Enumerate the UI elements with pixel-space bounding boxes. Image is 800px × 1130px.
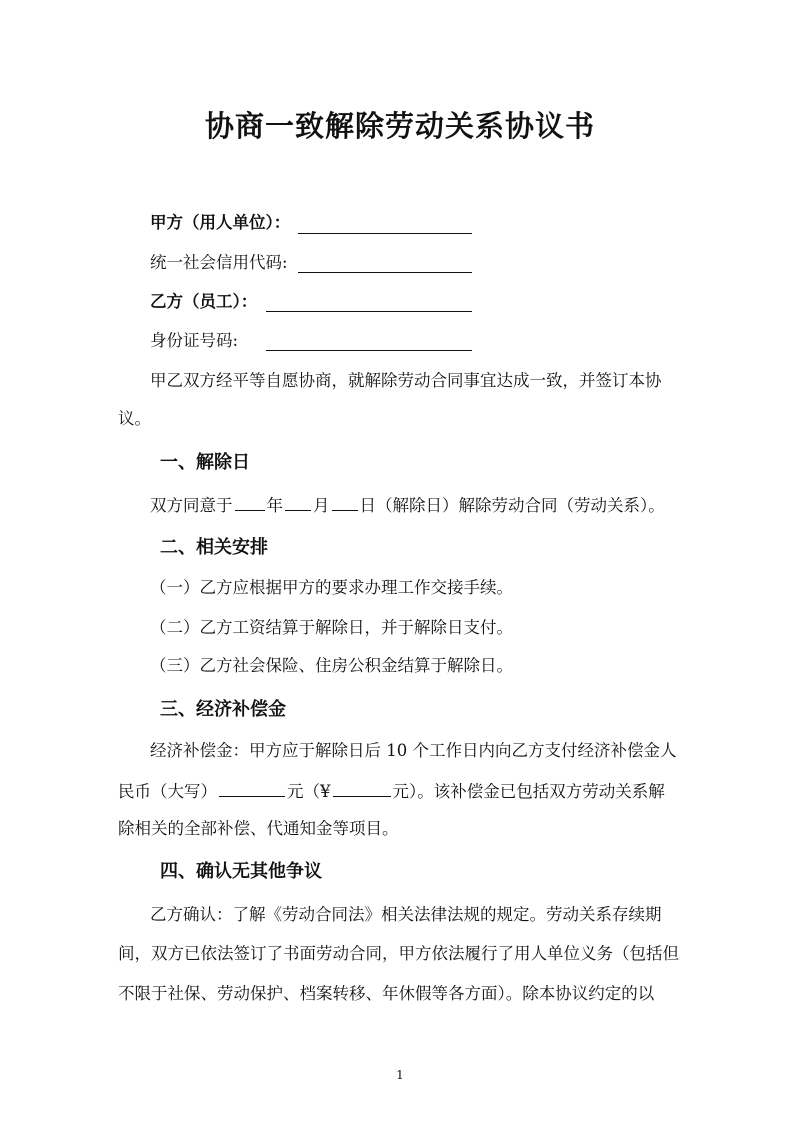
- section-4-line-3: 不限于社保、劳动保护、档案转移、年休假等各方面）。除本协议约定的以: [118, 984, 655, 1003]
- section-1-text-part-4: 日（解除日）解除劳动合同（劳动关系）。: [359, 496, 665, 515]
- section-2-item-1: （一）乙方应根据甲方的要求办理工作交接手续。: [150, 578, 513, 597]
- party-b-field: [150, 291, 257, 313]
- intro-line-1: 甲乙双方经平等自愿协商，就解除劳动合同事宜达成一致，并签订本协: [150, 371, 662, 390]
- page-number: 1: [396, 1068, 404, 1082]
- section-1-heading: 一、解除日: [160, 452, 250, 473]
- section-3-line-2: [118, 780, 665, 803]
- credit-code-label: 统一社会信用代码:: [150, 253, 288, 272]
- party-a-label: 甲方（用人单位）：: [150, 213, 291, 232]
- section-3-line-2-part-1: 民币（大写）: [118, 782, 217, 801]
- section-4-line-2: 间，双方已依法签订了书面劳动合同，甲方依法履行了用人单位义务（包括但: [118, 944, 679, 963]
- id-number-input-line[interactable]: [266, 350, 472, 351]
- credit-code-input-line[interactable]: [298, 272, 472, 273]
- section-1-text-part-3: 月: [313, 496, 330, 515]
- section-4-line-1: 乙方确认：了解《劳动合同法》相关法律法规的规定。劳动关系存续期: [150, 905, 662, 924]
- section-4-heading: 四、确认无其他争议: [160, 861, 322, 882]
- section-3-line-3: 除相关的全部补偿、代通知金等项目。: [118, 819, 399, 838]
- section-3-line-2-part-2: 元（¥: [287, 782, 331, 801]
- party-b-input-line[interactable]: [266, 311, 472, 312]
- section-3-heading: 三、经济补偿金: [160, 699, 286, 720]
- party-b-label: 乙方（员工）：: [150, 292, 258, 311]
- section-3-line-1: 经济补偿金：甲方应于解除日后 10 个工作日内向乙方支付经济补偿金人: [150, 741, 677, 760]
- amount-words-blank[interactable]: [219, 780, 285, 797]
- party-a-field: [150, 212, 290, 234]
- month-blank[interactable]: [285, 494, 311, 511]
- section-3-line-2-part-3: 元）。该补偿金已包括双方劳动关系解: [392, 782, 665, 801]
- intro-line-2: 议。: [118, 409, 151, 428]
- section-2-item-3: （三）乙方社会保险、住房公积金结算于解除日。: [150, 656, 513, 675]
- day-blank[interactable]: [332, 494, 358, 511]
- id-number-label: 身份证号码:: [150, 331, 239, 350]
- section-2-heading: 二、相关安排: [160, 537, 268, 558]
- section-1-text-part-2: 年: [266, 496, 283, 515]
- year-blank[interactable]: [235, 494, 265, 511]
- section-1-text: [150, 494, 665, 517]
- section-2-item-2: （二）乙方工资结算于解除日，并于解除日支付。: [150, 618, 513, 637]
- section-1-text-part-1: 双方同意于: [150, 496, 233, 515]
- amount-number-blank[interactable]: [333, 780, 391, 797]
- document-title: 协商一致解除劳动关系协议书: [204, 109, 595, 143]
- party-a-input-line[interactable]: [298, 233, 472, 234]
- id-number-field: [150, 330, 238, 352]
- credit-code-field: [150, 252, 288, 274]
